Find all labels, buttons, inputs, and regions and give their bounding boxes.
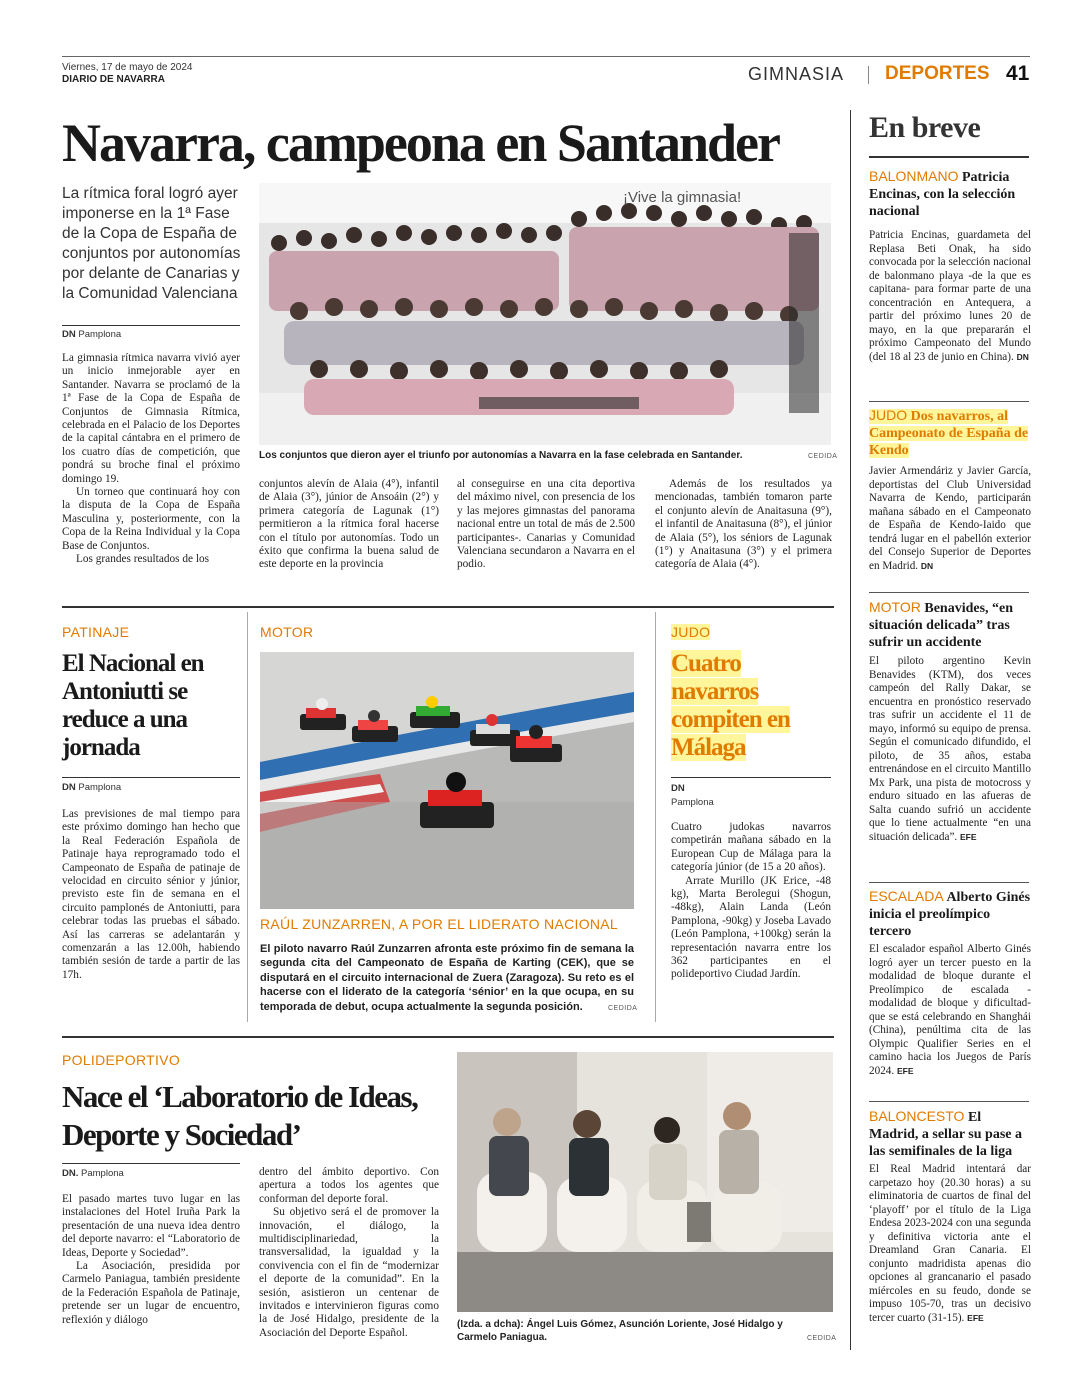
brief-balonmano-source: DN: [1016, 351, 1029, 362]
brief-balonmano-body: [869, 229, 1031, 364]
brief-rule-2: [869, 592, 1029, 593]
judo-byline-rule: [671, 777, 831, 778]
brief-balonmano-title: [869, 168, 1031, 220]
judo-kicker-text: JUDO: [671, 624, 711, 640]
judo-kicker: [671, 624, 710, 640]
brief-judo-title: [869, 407, 1031, 459]
judo-headline: [671, 650, 821, 762]
judo-byline: [671, 782, 714, 810]
judo-byline-source: DN: [671, 783, 685, 794]
brief-judo-body: [869, 465, 1031, 573]
patinaje-byline-source: DN: [62, 782, 76, 793]
polideportivo-col1: [62, 1193, 240, 1327]
polideportivo-col2-p2: Su objetivo será el de promover la innovación, el diálogo, la multidisciplinariedad, la transversalidad, la igualdad y la convivencia con el fin de “modernizar el deporte de la comunidad”. En la sesión, asistieron un centenar de invitados e intervinieron figuras como la de José Hidalgo, presidente de la Asociación del Deporte Español.: [259, 1206, 439, 1339]
patinaje-byline-place: Pamplona: [78, 782, 122, 793]
polideportivo-col2: [259, 1166, 439, 1340]
brief-baloncesto-body: [869, 1163, 1031, 1325]
brief-escalada-body: [869, 943, 1031, 1078]
judo-body-p2: Arrate Murillo (JK Erice, -48 kg), Marta Berolegui (Shogun, -48kg), Alain Landa (León Pamplona, -90kg) y Joseba Lavado (León Pamplona, +100kg) serán la representación navarra entre los 362 participantes en el polideportivo Ciudad Jardín.: [671, 874, 831, 981]
header-top-rule: [62, 56, 1030, 57]
brief-motor-headline: Benavides, “en situación delicada” tras sufrir un accidente: [869, 601, 1014, 650]
brief-escalada-tag: ESCALADA: [869, 888, 944, 904]
main-photo-caption: Los conjuntos que dieron ayer el triunfo por autonomías a Navarra en la fase celebrada en Santander.: [259, 450, 743, 461]
patinaje-headline: El Nacional en Antoniutti se reduce a una jornada: [62, 650, 204, 761]
polideportivo-byline: [62, 1168, 124, 1179]
judo-body: [671, 821, 831, 982]
brief-baloncesto-title: [869, 1108, 1031, 1160]
brief-judo-highlight: [869, 409, 1028, 458]
main-headline: Navarra, campeona en Santander: [62, 113, 779, 173]
main-col1-p1: La gimnasia rítmica navarra vivió ayer un inicio inmejorable ayer en Santander. Navarra se proclamó de la 1ª Fase de la Copa de España de Conjuntos de Gimnasia Rítmica, celebrada en el Palacio de los Deportes de la capital cántabra en el primero de los cuatro días de competición, que pondrá su broche final el próximo domingo 19.: [62, 352, 240, 485]
section-divider-bottom: [62, 1036, 834, 1038]
polideportivo-photo-credit: CEDIDA: [807, 1335, 837, 1342]
brief-judo-source: DN: [920, 560, 934, 571]
main-subhead: La rítmica foral logró ayer imponerse en la 1ª Fase de la Copa de España de conjuntos por autonomías por delante de Canarias y la Comunidad Valenciana: [62, 185, 241, 302]
brief-rule-1: [869, 401, 1029, 402]
department-label: DEPORTES: [885, 63, 990, 84]
brief-motor-body: [869, 655, 1031, 844]
main-col1: [62, 352, 240, 567]
brief-judo-headline: Dos navarros, al Campeonato de España de Kendo: [869, 409, 1029, 458]
karting-photo-art: [260, 652, 634, 909]
judo-body-p1: Cuatro judokas navarros competirán mañana sábado en la European Cup de Málaga para la categoría júnior (de 15 a 20 años).: [671, 821, 831, 874]
main-byline: [62, 329, 121, 340]
polideportivo-byline-place: Pamplona: [81, 1168, 124, 1179]
patinaje-byline-rule: [62, 777, 240, 778]
brief-escalada-title: [869, 888, 1031, 940]
brief-motor-title: [869, 599, 1031, 651]
brief-balonmano-headline: Patricia Encinas, con la selección nacional: [869, 170, 1016, 219]
brief-baloncesto-source: EFE: [967, 1312, 984, 1323]
briefs-title: En breve: [869, 111, 981, 144]
polideportivo-byline-source: DN.: [62, 1168, 79, 1179]
brief-baloncesto-text: El Real Madrid intentará dar carpetazo hoy (20.30 horas) a su eliminatoria de cuartos de final del ‘playoff’ por el título de la Liga Endesa 2023-2024 con una segunda y definitiva victoria ante el Dreamland Gran Canaria. El conjunto madridista apenas dio opciones al grancanario el pasado miércoles en su feudo, donde se impuso 105-70, tras un decisivo tercer cuarto (31-15).: [869, 1163, 1031, 1324]
main-col1-p2: Un torneo que continuará hoy con la disputa de la Copa de España Masculina y, posteriormente, con la Copa de la Reina Individual y la Copa Base de Conjuntos.: [62, 486, 240, 552]
motor-kicker: MOTOR: [260, 624, 314, 640]
brief-escalada-headline: Alberto Ginés inicia el preolímpico tercero: [869, 890, 1031, 939]
byline-place: Pamplona: [78, 329, 122, 340]
brief-balonmano-text: Patricia Encinas, guardameta del Replasa Beti Onak, ha sido convocada por la selección nacional de balonmano playa -de la que es capitana- para formar parte de una concentración en Antequera, a partir del próximo lunes 20 de mayo, en la que prepararán el próximo Campeonato del Mundo (del 18 al 23 de junio en China).: [869, 229, 1031, 363]
motor-credit: CEDIDA: [608, 1005, 638, 1012]
polideportivo-byline-rule: [62, 1163, 240, 1164]
polideportivo-col2-p1: dentro del ámbito deportivo. Con apertura a todos los agentes que conforman del deporte foral.: [259, 1166, 439, 1205]
main-col4: Además de los resultados ya mencionadas, también tomaron parte el conjunto alevín de Anaitasuna (9°), el infantil de Anaitasuna (8°), el júnior de Alaia (5°), los séniors de Lagunak (1°) y Anaitasuna (3°) y el primera categoría de Alaia (4°).: [655, 478, 832, 571]
brief-rule-4: [869, 1101, 1029, 1102]
brief-escalada-source: EFE: [896, 1065, 914, 1076]
brief-baloncesto-tag: BALONCESTO: [869, 1108, 965, 1124]
polideportivo-col1-p2: La Asociación, presidida por Carmelo Paniagua, también presidente de la Federación Española de Patinaje, pretende ser un lugar de encuentro, reflexión y diálogo: [62, 1260, 240, 1326]
brief-motor-source: EFE: [960, 831, 977, 842]
gymnastics-team-photo: [259, 183, 831, 445]
newspaper-name: DIARIO DE NAVARRA: [62, 74, 165, 85]
panel-photo-art: [457, 1052, 833, 1312]
patinaje-body: Las previsiones de mal tiempo para este próximo domingo han hecho que la Real Federación Española de Patinaje haya reprogramado todo el Campeonato de España de patinaje de velocidad en circuito sénior y júnior, previsto este fin de semana en el circuito pamplonés de Antoniutti, para celebrar todas las pruebas el sábado. Así las carreras se adelantarán y comenzarán a las 12.00h, habiendo también sesión de tarde a partir de las 17h.: [62, 808, 240, 981]
panel-discussion-photo: [457, 1052, 833, 1312]
brief-rule-3: [869, 882, 1029, 883]
polideportivo-headline: Nace el ‘Laboratorio de Ideas, Deporte y Sociedad’: [62, 1079, 418, 1152]
column-divider-2: [655, 612, 656, 1022]
brief-motor-tag: MOTOR: [869, 599, 921, 615]
brief-judo-text: Javier Armendáriz y Javier García, deportistas del Club Universidad Navarra de Kendo, participarán mañana sábado en el Campeonato de España de Kendo-Iaido que tendrá lugar en el pabellón exterior del Consejo Superior de Deportes en Madrid.: [869, 465, 1031, 572]
brief-baloncesto-headline: El Madrid, a sellar su pase a las semifinales de la liga: [869, 1110, 1022, 1159]
brief-motor-text: El piloto argentino Kevin Benavides (KTM), dos veces campeón del Rally Dakar, se encuentra en pronóstico reservado tras sufrir un accidente el 11 de mayo, informó su equipo de prensa. Según el comunicado difundido, el piloto, de 35 años, estaba entrenándose en el circuito Mantillo Mx Park, una pista de motocross y enduro situado en las afueras de Salta cuando sufrió un accidente que lo tiene actualmente “en una situación delicada”.: [869, 655, 1031, 843]
brief-judo-tag: JUDO: [869, 407, 908, 423]
polideportivo-col1-p1: El pasado martes tuvo lugar en las instalaciones del Hotel Iruña Park la presentación de una nueva idea dentro del deporte navarro: el “Laboratorio de Ideas, Deporte y Sociedad”.: [62, 1193, 240, 1259]
main-photo-credit: CEDIDA: [808, 453, 838, 460]
brief-balonmano-tag: BALONMANO: [869, 168, 959, 184]
header-divider: [868, 66, 869, 84]
byline-source: DN: [62, 329, 76, 340]
main-col2: conjuntos alevín de Alaia (4°), infantil de Alaia (3°), júnior de Ansoáin (2°) y primera categoría de Lagunak (1°) permitieron a la rítmica foral hacerse con el título por autonomías. Todo un éxito que confirma la buena salud de este deporte en la provincia: [259, 478, 439, 571]
polideportivo-photo-caption: (Izda. a dcha): Ángel Luis Gómez, Asunción Loriente, José Hidalgo y Carmelo Paniagua.: [457, 1319, 783, 1343]
brief-escalada-text: El escalador español Alberto Ginés logró ayer un tercer puesto en la modalidad de bloque durante el Preolímpico de escalada -modalidad de bloque y dificultad- que se está celebrando en Shanghái (China), penúltima cita de las Olympic Qualifier Series en el camino hacia los Juegos de París 2024.: [869, 943, 1031, 1077]
judo-byline-place: Pamplona: [671, 797, 714, 808]
main-col3: al conseguirse en una cita deportiva del máximo nivel, con presencia de los y las mejores gimnastas del panorama nacional entre un total de más de 2.500 participantes-. Canarias y Comunidad Valenciana secundaron a Navarra en el podio.: [457, 478, 635, 571]
issue-date: Viernes, 17 de mayo de 2024: [62, 62, 193, 73]
section-label: GIMNASIA: [748, 64, 845, 84]
polideportivo-kicker: POLIDEPORTIVO: [62, 1052, 181, 1068]
motor-subhead: RAÚL ZUNZARREN, A POR EL LIDERATO NACIONAL: [260, 916, 619, 932]
karting-photo: [260, 652, 634, 909]
patinaje-kicker: PATINAJE: [62, 624, 130, 640]
briefs-title-rule: [869, 156, 1029, 158]
photo-banner-text: ¡Vive la gimnasia!: [623, 189, 742, 206]
byline-rule: [62, 325, 240, 326]
patinaje-byline: [62, 782, 121, 793]
column-divider-1: [247, 612, 248, 1022]
judo-headline-text: Cuatro navarros compiten en Málaga: [671, 650, 790, 761]
page-number: 41: [1006, 62, 1030, 85]
main-col1-p3: Los grandes resultados de los: [76, 553, 210, 566]
gymnastics-photo-art: [259, 183, 831, 445]
motor-body: El piloto navarro Raúl Zunzarren afronta este próximo fin de semana la segunda cita del Campeonato de España de Karting (CEK), que se disputará en el circuito internacional de Zuera (Zaragoza). Su reto es el hacerse con el liderato de la categoría ‘sénior’ en la que ocupa, en su temporada de debut, ocupa actualmente la segunda posición.: [260, 943, 634, 1013]
briefs-column-rule: [850, 110, 851, 1350]
section-divider-top: [62, 606, 834, 608]
